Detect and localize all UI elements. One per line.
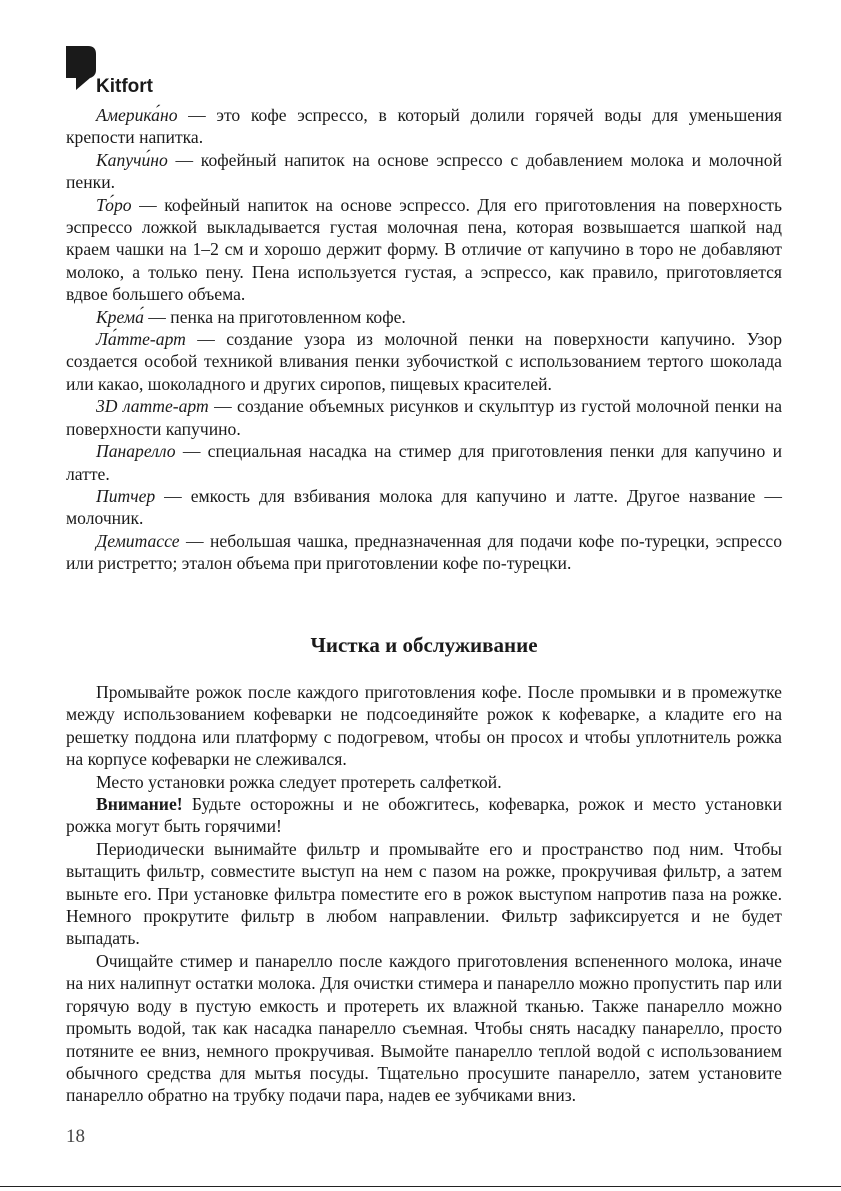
- section-title: Чистка и обслуживание: [310, 633, 538, 657]
- paragraph: Промывайте рожок после каждого приготовления кофе. После промывки и в промежутке между использованием кофеварки не подсоединяйте рожок к кофеварке, а кладите его на решетку поддона или платформу с подогревом, чтобы он просох и чтобы уплотнитель рожка на корпусе кофеварки не слеживался.: [66, 682, 782, 770]
- glossary-term: Питчер: [96, 485, 156, 506]
- glossary-term: Ла́тте-арт: [96, 329, 186, 350]
- glossary-definition: — кофейный напиток на основе эспрессо с добавлением молока и молочной пенки.: [66, 149, 782, 193]
- paragraph: Периодически вынимайте фильтр и промывайте его и пространство под ним. Чтобы вытащить фильтр, совместите выступ на нем с пазом на рожке, прокручивая фильтр, а затем выньте его. При установке фильтра поместите его в рожок выступом напротив паза на рожке. Немного прокрутите фильтр в любом направлении. Фильтр зафиксируется и не будет выпадать.: [66, 838, 782, 949]
- glossary-entry: [66, 485, 782, 530]
- glossary-term: Америка́но: [96, 105, 178, 125]
- glossary-definition: — небольшая чашка, предназначенная для подачи кофе по-турецки, эспрессо или ристретто; эталон объема при приготовлении кофе по-турецки.: [66, 530, 782, 574]
- warning-text: Будьте осторожны и не обожгитесь, кофеварка, рожок и место установки рожка могут быть горячими!: [66, 794, 782, 837]
- glossary-section: [66, 104, 782, 575]
- brand-name: Kitfort: [96, 76, 153, 97]
- kitfort-logo-icon: [66, 46, 96, 90]
- warning-paragraph: [66, 793, 782, 838]
- glossary-term: То́ро: [96, 194, 132, 215]
- bottom-divider: [0, 1186, 841, 1187]
- glossary-definition: — кофейный напиток на основе эспрессо. Для его приготовления на поверхность эспрессо ложкой выкладывается густая молочная пена, которая возвышается шапкой над краем чашки на 1–2 см и хорошо держит форму. В отличие от капучино в торо не добавляют молоко, а только пену. Пена используется густая, а эспрессо, как правило, приготовляется вдвое большего объема.: [66, 194, 782, 305]
- brand-logo: [66, 46, 186, 96]
- glossary-term: Крема́: [96, 306, 144, 327]
- glossary-definition: — емкость для взбивания молока для капучино и латте. Другое название — молочник.: [66, 485, 782, 529]
- page-number: 18: [66, 1126, 85, 1147]
- paragraph: Очищайте стимер и панарелло после каждого приготовления вспененного молока, иначе на них налипнут остатки молока. Для очистки стимера и панарелло можно пропустить пар или горячую воду в пустую емкость и протереть их влажной тканью. Также панарелло можно промыть водой, так как насадка панарелло съемная. Чтобы снять насадку панарелло, просто потяните ее вниз, немного прокручивая. Вымойте панарелло теплой водой с использованием обычного средства для мытья посуды. Тщательно просушите панарелло, затем установите панарелло обратно на трубку подачи пара, надев ее зубчиками вниз.: [66, 950, 782, 1106]
- glossary-entry: [66, 395, 782, 440]
- paragraph: Место установки рожка следует протереть салфеткой.: [96, 771, 502, 792]
- glossary-definition: — создание объемных рисунков и скульптур из густой молочной пенки на поверхности капучино.: [66, 396, 782, 439]
- glossary-definition: — специальная насадка на стимер для приготовления пенки для капучино и латте.: [66, 441, 782, 484]
- cleaning-section: [66, 681, 782, 1107]
- glossary-entry: [66, 306, 782, 328]
- glossary-entry: [66, 328, 782, 395]
- glossary-term: Панарелло: [96, 441, 176, 462]
- glossary-entry: [66, 104, 782, 149]
- glossary-entry: [66, 440, 782, 485]
- glossary-term: Демитассе: [96, 530, 180, 551]
- glossary-definition: — это кофе эспрессо, в который долили горячей воды для уменьшения крепости напитка.: [66, 105, 782, 148]
- glossary-term: Капучи́но: [96, 149, 168, 170]
- glossary-entry: [66, 194, 782, 306]
- glossary-entry: [66, 530, 782, 575]
- glossary-definition: — создание узора из молочной пенки на поверхности капучино. Узор создается особой техникой вливания пенки зубочисткой с использованием тертого шоколада или какао, шоколадного и других сиропов, пищевых красителей.: [66, 329, 782, 394]
- glossary-entry: [66, 149, 782, 194]
- glossary-definition: — пенка на приготовленном кофе.: [143, 306, 406, 327]
- glossary-term: 3D латте-арт: [96, 396, 209, 417]
- warning-label: Внимание!: [96, 794, 183, 815]
